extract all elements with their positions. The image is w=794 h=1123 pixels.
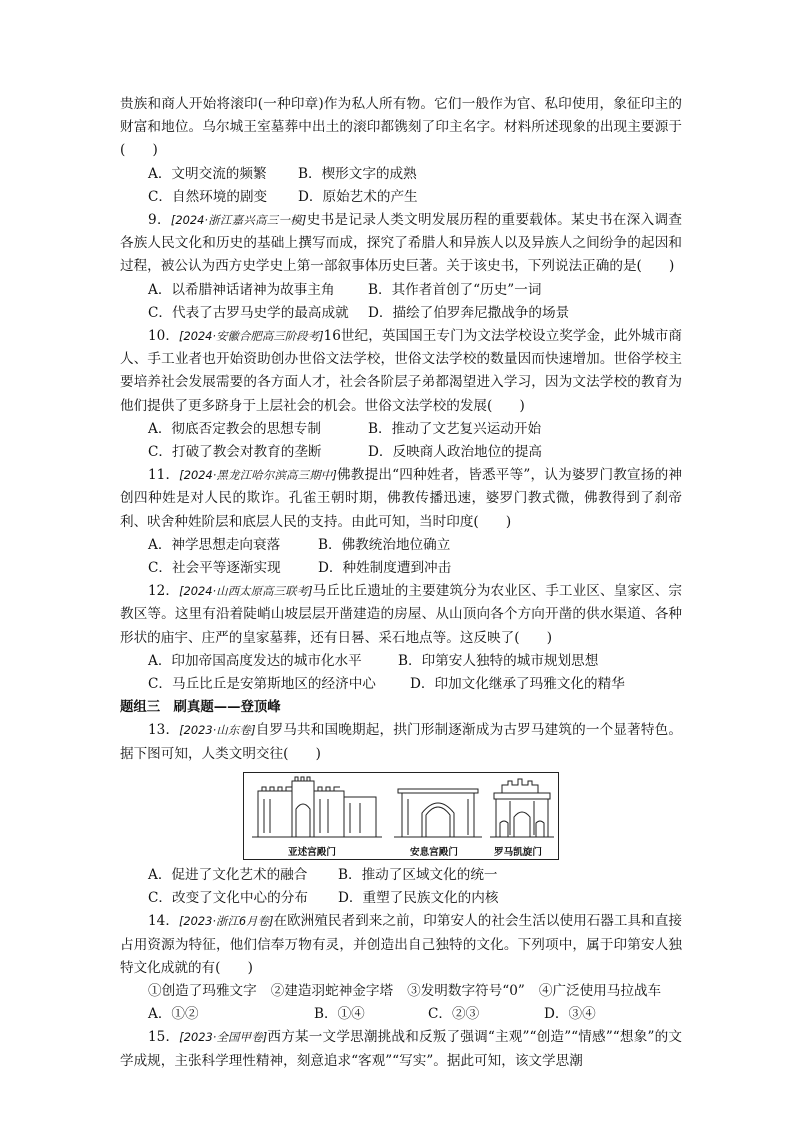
option-c: C．②③ (428, 1006, 480, 1023)
question-8-text: 贵族和商人开始将滚印(一种印章)作为私人所有物。它们一般作为官、私印使用，象征印主的财富和地位。乌尔城王室墓葬中出土的滚印都镌刻了印主名字。材料所述现象的出现主要源于( ) (120, 96, 682, 159)
question-10-options (120, 418, 682, 441)
document-body (120, 93, 682, 1073)
question-text: 史书是记录人类文明发展历程的重要载体。某史书在深入调查各族人民文化和历史的基础上撰写而成，探究了希腊人和异族人以及异族人之间纷争的起因和过程，被公认为西方史学史上第一部叙事体历史巨著。关于该史书，下列说法正确的是( ) (120, 212, 683, 275)
option-d: D．重塑了民族文化的内核 (338, 890, 499, 907)
question-text: 在欧洲殖民者到来之前，印第安人的社会生活以使用石器工具和直接占用资源为特征，他们信奉万物有灵，并创造出自己独特的文化。下列项中，属于印第安人独特文化成就的有( ) (120, 913, 682, 976)
option-d: D．反映商人政治地位的提高 (368, 444, 543, 461)
question-text: 佛教提出“四种姓者，皆悉平等”，认为婆罗门教宣扬的神创四种姓是对人民的欺诈。孔雀王朝时期，佛教传播迅速，婆罗门教式微，佛教得到了刹帝利、吠舍种姓阶层和底层人民的支持。由此可知，当时印度( ) (120, 467, 682, 530)
question-8-options-2 (120, 186, 682, 209)
question-text: 16世纪，英国国王专门为文法学校设立奖学金，此外城市商人、手工业者也开始资助创办世俗文法学校，世俗文法学校的数量因而快速增加。世俗学校主要培养社会发展需要的各方面人才，社会各阶层子弟都渴望进入学习，因为文法学校的教育为他们提供了更多跻身于上层社会的机会。世俗文法学校的发展( ) (120, 328, 682, 414)
question-14-options (120, 1003, 682, 1026)
question-number: 11． (148, 467, 180, 484)
option-c: C．代表了古罗马史学的最高成就 (148, 304, 349, 321)
question-text: 西方某一文学思潮挑战和反叛了强调“主观”“创造”“情感”“想象”的文学成规，主张科学理性精神，刻意追求“客观”“写实”。据此可知，该文学思潮 (120, 1029, 682, 1069)
question-number: 9． (148, 212, 171, 229)
assyrian-gate-drawing (252, 777, 382, 837)
question-number: 13． (148, 722, 180, 739)
question-source: [2023·山东卷] (179, 723, 256, 738)
question-text: 自罗马共和国晚期起，拱门形制逐渐成为古罗马建筑的一个显著特色。据下图可知，人类文明交往( ) (120, 722, 682, 762)
caption-assyrian-gate: 亚述宫殿门 (288, 846, 336, 858)
option-c: C．社会平等逐渐实现 (148, 560, 281, 577)
option-a: A．以希腊神话诸神为故事主角 (148, 281, 335, 298)
option-d: D．种姓制度遭到冲击 (318, 560, 452, 577)
option-b: B．其作者首创了“历史”一词 (368, 281, 542, 298)
question-9-options (120, 279, 682, 302)
question-13-options (120, 864, 682, 887)
caption-parthian-gate: 安息宫殿门 (410, 846, 458, 858)
option-b: B．印第安人独特的城市规划思想 (398, 652, 599, 669)
option-d: D．描绘了伯罗奔尼撒战争的场景 (368, 304, 570, 321)
question-11-options-2 (120, 557, 682, 580)
question-source: [2023·全国甲卷] (179, 1030, 268, 1045)
item-4: ④广泛使用马拉战车 (538, 982, 662, 999)
question-source: [2024·黑龙江哈尔滨高三期中] (179, 468, 337, 483)
option-d: D．③④ (544, 1006, 596, 1023)
option-a: A．彻底否定教会的思想专制 (148, 420, 321, 437)
question-8-options (120, 163, 682, 186)
question-9-options-2 (120, 302, 682, 325)
option-a: A．①② (148, 1006, 199, 1023)
question-number: 14． (148, 913, 179, 930)
question-source: [2024·浙江嘉兴高三一模] (170, 213, 307, 228)
question-14 (120, 910, 682, 980)
question-9 (120, 209, 682, 279)
item-3: ③发明数字符号“0” (407, 982, 525, 999)
option-b: B．①④ (314, 1006, 365, 1023)
arch-gates-figure (243, 772, 559, 860)
question-number: 12． (148, 583, 180, 600)
question-text: 马丘比丘遗址的主要建筑分为农业区、手工业区、皇家区、宗教区等。这里有沿着陡峭山坡层层开凿建造的房屋、从山顶向各个方向开凿的供水渠道、各种形状的庙宇、庄严的皇家墓葬，还有日晷、采石地点等。这反映了( ) (120, 583, 682, 646)
option-c: C．打破了教会对教育的垄断 (148, 444, 322, 461)
question-12-options-2 (120, 673, 682, 696)
option-c: C．改变了文化中心的分布 (148, 890, 308, 907)
item-2: ②建造羽蛇神金字塔 (270, 982, 394, 999)
option-c: C．自然环境的剧变 (148, 188, 268, 205)
option-b: B．楔形文字的成熟 (298, 165, 417, 182)
question-11-options (120, 534, 682, 557)
option-a: A．促进了文化艺术的融合 (148, 866, 308, 883)
question-source: [2024·安徽合肥高三阶段考] (179, 329, 324, 344)
question-number: 15． (148, 1029, 180, 1046)
question-12 (120, 580, 682, 650)
option-a: A．印加帝国高度发达的城市化水平 (148, 652, 362, 669)
question-12-options (120, 650, 682, 673)
option-d: D．原始艺术的产生 (298, 188, 418, 205)
option-b: B．佛教统治地位确立 (318, 536, 451, 553)
option-b: B．推动了区域文化的统一 (338, 866, 498, 883)
option-b: B．推动了文艺复兴运动开始 (368, 420, 542, 437)
question-source: [2023·浙江6月卷] (178, 914, 274, 929)
item-1: ①创造了玛雅文字 (148, 982, 257, 999)
question-10 (120, 325, 682, 418)
question-11 (120, 464, 682, 534)
question-13 (120, 719, 682, 765)
option-d: D．印加文化继承了玛雅文化的精华 (410, 676, 625, 693)
question-10-options-2 (120, 441, 682, 464)
caption-roman-arch: 罗马凯旋门 (494, 846, 542, 858)
option-a: A．神学思想走向衰落 (148, 536, 281, 553)
parthian-gate-drawing (394, 789, 482, 837)
question-15 (120, 1026, 682, 1072)
roman-arch-drawing (490, 779, 554, 837)
group-three-heading: 题组三 刷真题——登顶峰 (120, 700, 281, 716)
question-14-items (120, 980, 682, 1003)
option-a: A．文明交流的频繁 (148, 165, 267, 182)
question-source: [2024·山西太原高三联考] (179, 584, 313, 599)
question-number: 10． (148, 328, 179, 345)
question-13-options-2 (120, 887, 682, 910)
option-c: C．马丘比丘是安第斯地区的经济中心 (148, 676, 376, 693)
